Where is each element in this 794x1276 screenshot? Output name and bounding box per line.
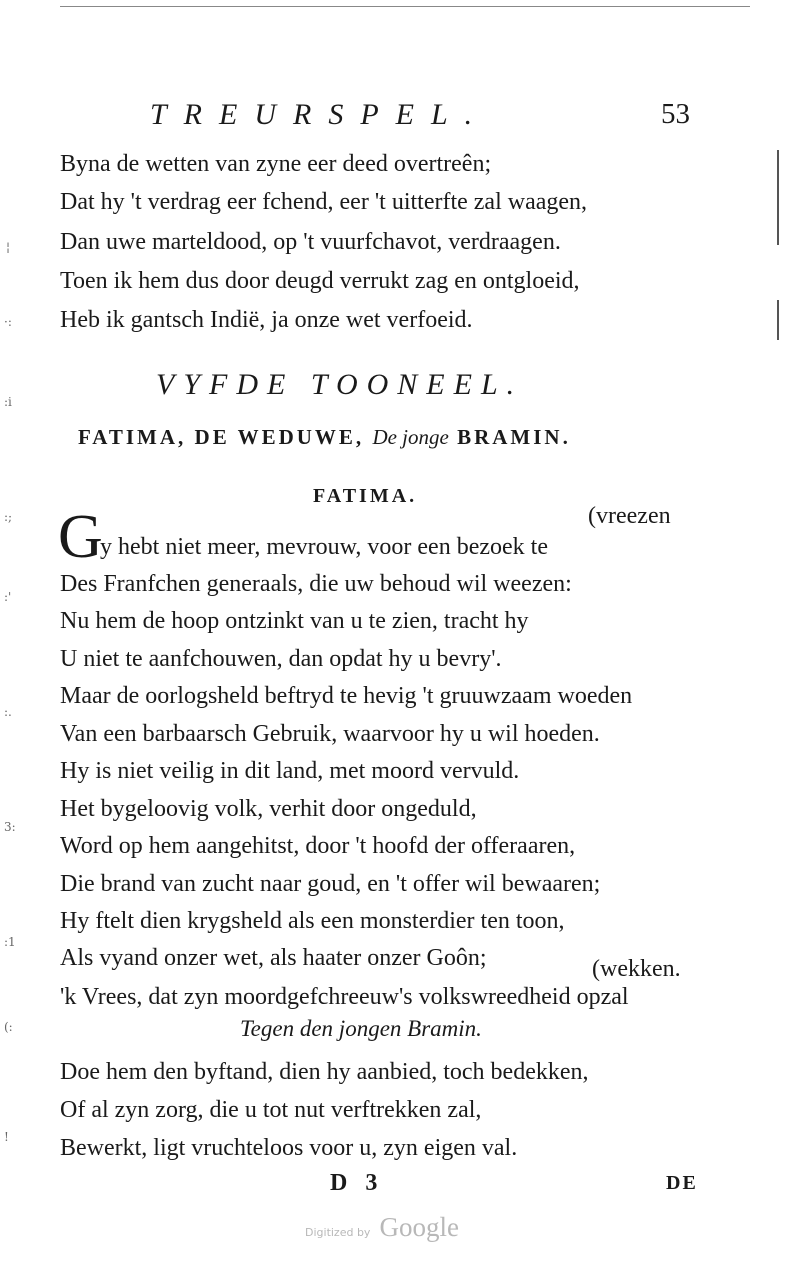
verse-line: Doe hem den byftand, dien hy aanbied, toch bedekken,: [60, 1059, 589, 1085]
page-number: 53: [661, 98, 690, 130]
verse-overflow: (vreezen: [588, 503, 671, 529]
verse-line: 'k Vrees, dat zyn moordgefchreeuw's volkswreedheid opzal: [60, 984, 629, 1010]
running-header: [150, 98, 690, 134]
verse-line: Van een barbaarsch Gebruik, waarvoor hy u wil hoeden.: [60, 721, 600, 747]
watermark-prefix: Digitized by: [305, 1226, 371, 1239]
margin-speck: ·:: [4, 315, 12, 329]
margin-speck: !: [4, 1130, 9, 1144]
verse-line: y hebt niet meer, mevrouw, voor een bezoek te: [100, 534, 548, 560]
verse-line: Hy ftelt dien krygsheld als een monsterdier ten toon,: [60, 908, 565, 934]
verse-line: Des Franfchen generaals, die uw behoud wil weezen:: [60, 571, 572, 597]
verse-line: U niet te aanfchouwen, dan opdat hy u bevry'.: [60, 646, 502, 672]
verse-line: Die brand van zucht naar goud, en 't offer wil bewaaren;: [60, 871, 601, 897]
verse-line: Word op hem aangehitst, door 't hoofd der offeraaren,: [60, 833, 576, 859]
margin-speck: :': [4, 590, 12, 604]
verse-line: Heb ik gantsch Indië, ja onze wet verfoeid.: [60, 307, 473, 333]
verse-line: Toen ik hem dus door deugd verrukt zag en ontgloeid,: [60, 268, 580, 294]
verse-line: Of al zyn zorg, die u tot nut verftrekken zal,: [60, 1097, 482, 1123]
verse-line: Het bygeloovig volk, verhit door ongeduld,: [60, 796, 477, 822]
margin-speck: :1: [4, 935, 16, 949]
speaker-name: FATIMA.: [313, 485, 418, 507]
margin-speck: 3:: [4, 820, 16, 834]
signature-mark: D 3: [330, 1170, 384, 1196]
verse-line: Hy is niet veilig in dit land, met moord vervuld.: [60, 758, 520, 784]
persons-bramin: BRAMIN.: [457, 425, 571, 449]
right-edge-rule: [777, 300, 779, 340]
running-title: TREURSPEL.: [150, 98, 490, 131]
margin-speck: :.: [4, 705, 12, 719]
top-edge-rule: [60, 6, 750, 7]
verse-overflow: (wekken.: [592, 956, 681, 982]
margin-speck: :i: [4, 395, 12, 409]
stage-direction: Tegen den jongen Bramin.: [240, 1016, 482, 1041]
verse-line: Nu hem de hoop ontzinkt van u te zien, tracht hy: [60, 608, 529, 634]
verse-line: Dat hy 't verdrag eer fchend, eer 't uitterfte zal waagen,: [60, 189, 588, 215]
dramatis-personae: [78, 425, 571, 450]
drop-capital: G: [58, 503, 103, 571]
margin-speck: ¦: [6, 240, 11, 254]
scene-heading: VYFDE TOONEEL.: [156, 368, 524, 401]
persons-names: FATIMA, DE WEDUWE,: [78, 425, 365, 449]
verse-line: Als vyand onzer wet, als haater onzer Goôn;: [60, 945, 487, 971]
watermark-logo: Google: [379, 1212, 460, 1242]
verse-line: Bewerkt, ligt vruchteloos voor u, zyn eigen val.: [60, 1135, 518, 1161]
margin-speck: :;: [4, 510, 13, 524]
persons-italic: De jonge: [372, 425, 449, 449]
right-edge-rule: [777, 150, 779, 245]
catchword: DE: [666, 1172, 698, 1194]
verse-line: Maar de oorlogsheld beftryd te hevig 't gruuwzaam woeden: [60, 683, 633, 709]
verse-line: Dan uwe marteldood, op 't vuurfchavot, verdraagen.: [60, 229, 561, 255]
margin-speck: (:: [4, 1020, 13, 1034]
digitization-watermark: [305, 1212, 459, 1243]
verse-line: Byna de wetten van zyne eer deed overtreên;: [60, 151, 492, 177]
